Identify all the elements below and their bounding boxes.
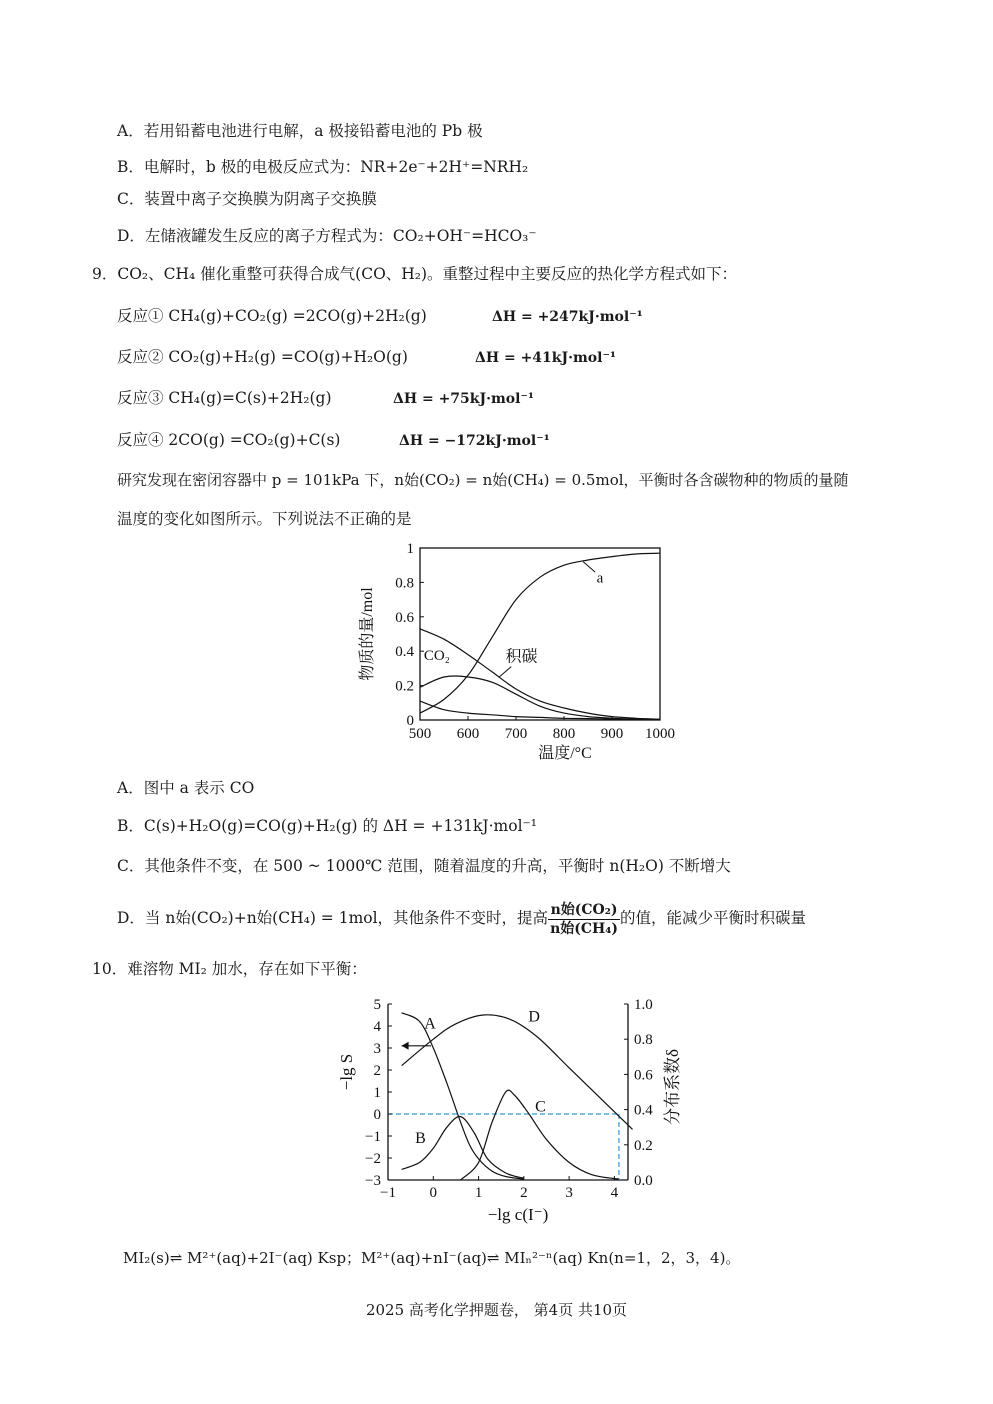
page-footer: 2025 高考化学押题卷， 第4页 共10页 — [365, 1301, 628, 1319]
q10-stem: 10．难溶物 MI₂ 加水，存在如下平衡： — [92, 960, 367, 978]
chart1-y-axis-label: 物质的量/mol — [359, 587, 376, 681]
chart2-y-tick-label: −2 — [365, 1151, 381, 1167]
chart2-series-line-a — [402, 1013, 524, 1179]
chart2-y-tick-label: 2 — [373, 1063, 381, 1079]
chart1-label-carbon: 积碳 — [505, 648, 538, 666]
q10-equilibrium: MI₂(s)⇌ M²⁺(aq)+2I⁻(aq) Ksp；M²⁺(aq)+nI⁻(aq)⇌ MIₙ²⁻ⁿ(aq) Kn(n=1，2，3，4)。 — [123, 1249, 741, 1267]
q9-reaction-2-dh: ΔH = +41kJ·mol⁻¹ — [475, 350, 616, 366]
chart2-y-tick-label: 4 — [373, 1019, 381, 1035]
chart2-series-line-d — [402, 1015, 633, 1130]
chart1-y-tick-label: 0.4 — [395, 644, 414, 661]
q9-stem: 9．CO₂、CH₄ 催化重整可获得合成气(CO、H₂)。重整过程中主要反应的热化学方程式如下： — [92, 265, 738, 283]
q9-description-2: 温度的变化如图所示。下列说法不正确的是 — [117, 510, 412, 528]
chart2-y2-axis-label: 分布系数δ — [663, 1048, 682, 1126]
q9-option-d-post: 的值，能减少平衡时积碳量 — [620, 909, 807, 927]
chart2-x-tick-label: 3 — [565, 1185, 573, 1201]
chart2-x-axis-label: −lg c(I⁻) — [487, 1205, 549, 1224]
chart2-x-tick-label: −1 — [380, 1185, 396, 1201]
q9-option-d-pre: D．当 n始(CO₂)+n始(CH₄) = 1mol，其他条件不变时，提高 — [117, 909, 549, 927]
chart2-y2-tick-label: 1.0 — [634, 997, 653, 1013]
chart2-y2-tick-label: 0.2 — [634, 1137, 653, 1154]
q10-chart — [330, 992, 690, 1232]
q9-description-1: 研究发现在密闭容器中 p = 101kPa 下，n始(CO₂) = n始(CH₄) = 0.5mol，平衡时各含碳物种的物质的量随 — [117, 471, 849, 489]
q8-option-a: A．若用铅蓄电池进行电解，a 极接铅蓄电池的 Pb 极 — [117, 122, 483, 140]
q8-option-c: C．装置中离子交换膜为阴离子交换膜 — [117, 190, 377, 208]
q8-option-d: D．左储液罐发生反应的离子方程式为：CO₂+OH⁻=HCO₃⁻ — [117, 227, 537, 245]
q9-reaction-3-dh: ΔH = +75kJ·mol⁻¹ — [393, 391, 534, 407]
chart2-y2-tick-label: 0.0 — [634, 1173, 653, 1189]
q9-option-d-fraction — [548, 901, 620, 938]
chart1-series-line-3 — [420, 629, 660, 719]
q9-reaction-2: 反应② CO₂(g)+H₂(g) =CO(g)+H₂O(g) — [117, 348, 408, 366]
q9-option-d — [117, 896, 806, 940]
chart1-x-tick-label: 500 — [408, 726, 432, 742]
q9-option-a: A．图中 a 表示 CO — [117, 779, 255, 797]
chart2-y-tick-label: 5 — [373, 997, 381, 1013]
chart2-series-line-b — [402, 1117, 524, 1179]
chart1-label-a: a — [596, 570, 604, 587]
q9-reaction-3: 反应③ CH₄(g)=C(s)+2H₂(g) — [117, 389, 332, 407]
chart2-y-axis-label: −lg S — [337, 1053, 356, 1091]
chart2-axis-arrow-head — [402, 1042, 409, 1050]
chart1-series-line-4 — [420, 701, 660, 719]
chart2-y2-tick-label: 0.6 — [634, 1067, 653, 1084]
chart1-leader-carbon — [499, 667, 511, 677]
chart2-x-tick-label: 2 — [520, 1185, 528, 1201]
chart2-y-tick-label: 3 — [373, 1041, 381, 1057]
q9-chart — [348, 538, 678, 768]
chart2-x-tick-label: 4 — [610, 1185, 619, 1201]
chart2-label-d: D — [528, 1008, 540, 1026]
chart1-series-line-1 — [420, 553, 660, 713]
chart2-label-c: C — [535, 1098, 546, 1116]
q8-option-b: B．电解时，b 极的电极反应式为：NR+2e⁻+2H⁺=NRH₂ — [117, 158, 529, 176]
chart1-x-axis-label: 温度/°C — [538, 745, 592, 762]
chart1-y-tick-label: 1 — [406, 541, 414, 557]
chart2-label-b: B — [415, 1130, 426, 1148]
chart1-x-tick-label: 900 — [600, 726, 624, 742]
chart1-y-tick-label: 0 — [406, 713, 414, 729]
chart1-x-tick-label: 800 — [552, 726, 576, 742]
q9-reaction-1: 反应① CH₄(g)+CO₂(g) =2CO(g)+2H₂(g) — [117, 307, 427, 325]
chart2-y2-tick-label: 0.8 — [634, 1032, 653, 1049]
chart1-leader-a — [583, 562, 595, 572]
q9-option-d-numerator: n始(CO₂) — [548, 901, 620, 920]
q9-option-c: C．其他条件不变，在 500 ~ 1000℃ 范围，随着温度的升高，平衡时 n(H₂O) 不断增大 — [117, 857, 731, 875]
chart2-x-tick-label: 0 — [429, 1185, 438, 1201]
chart2-label-a: A — [424, 1015, 436, 1033]
chart1-x-tick-label: 1000 — [645, 726, 675, 742]
chart2-x-tick-label: 1 — [474, 1185, 483, 1201]
chart1-x-tick-label: 700 — [504, 726, 528, 742]
chart1-label-co2: CO₂ — [423, 647, 450, 664]
q9-option-d-denominator: n始(CH₄) — [550, 920, 618, 937]
q9-option-b: B．C(s)+H₂O(g)=CO(g)+H₂(g) 的 ΔH = +131kJ·mol⁻¹ — [117, 817, 537, 835]
chart2-y-tick-label: −1 — [365, 1129, 381, 1145]
chart1-y-tick-label: 0.8 — [395, 575, 414, 592]
q9-reaction-4-dh: ΔH = −172kJ·mol⁻¹ — [399, 433, 550, 449]
chart2-y-tick-label: 0 — [373, 1107, 381, 1123]
chart2-y-tick-label: −3 — [365, 1173, 381, 1189]
chart1-y-tick-label: 0.6 — [395, 609, 414, 626]
chart2-y-tick-label: 1 — [373, 1085, 381, 1101]
q9-reaction-1-dh: ΔH = +247kJ·mol⁻¹ — [492, 309, 643, 325]
q9-reaction-4: 反应④ 2CO(g) =CO₂(g)+C(s) — [117, 431, 341, 449]
chart1-y-tick-label: 0.2 — [395, 678, 414, 695]
chart2-y2-tick-label: 0.4 — [634, 1102, 653, 1119]
chart1-frame — [420, 548, 660, 720]
chart1-x-tick-label: 600 — [456, 726, 480, 742]
chart1-series-line-2 — [420, 676, 660, 719]
